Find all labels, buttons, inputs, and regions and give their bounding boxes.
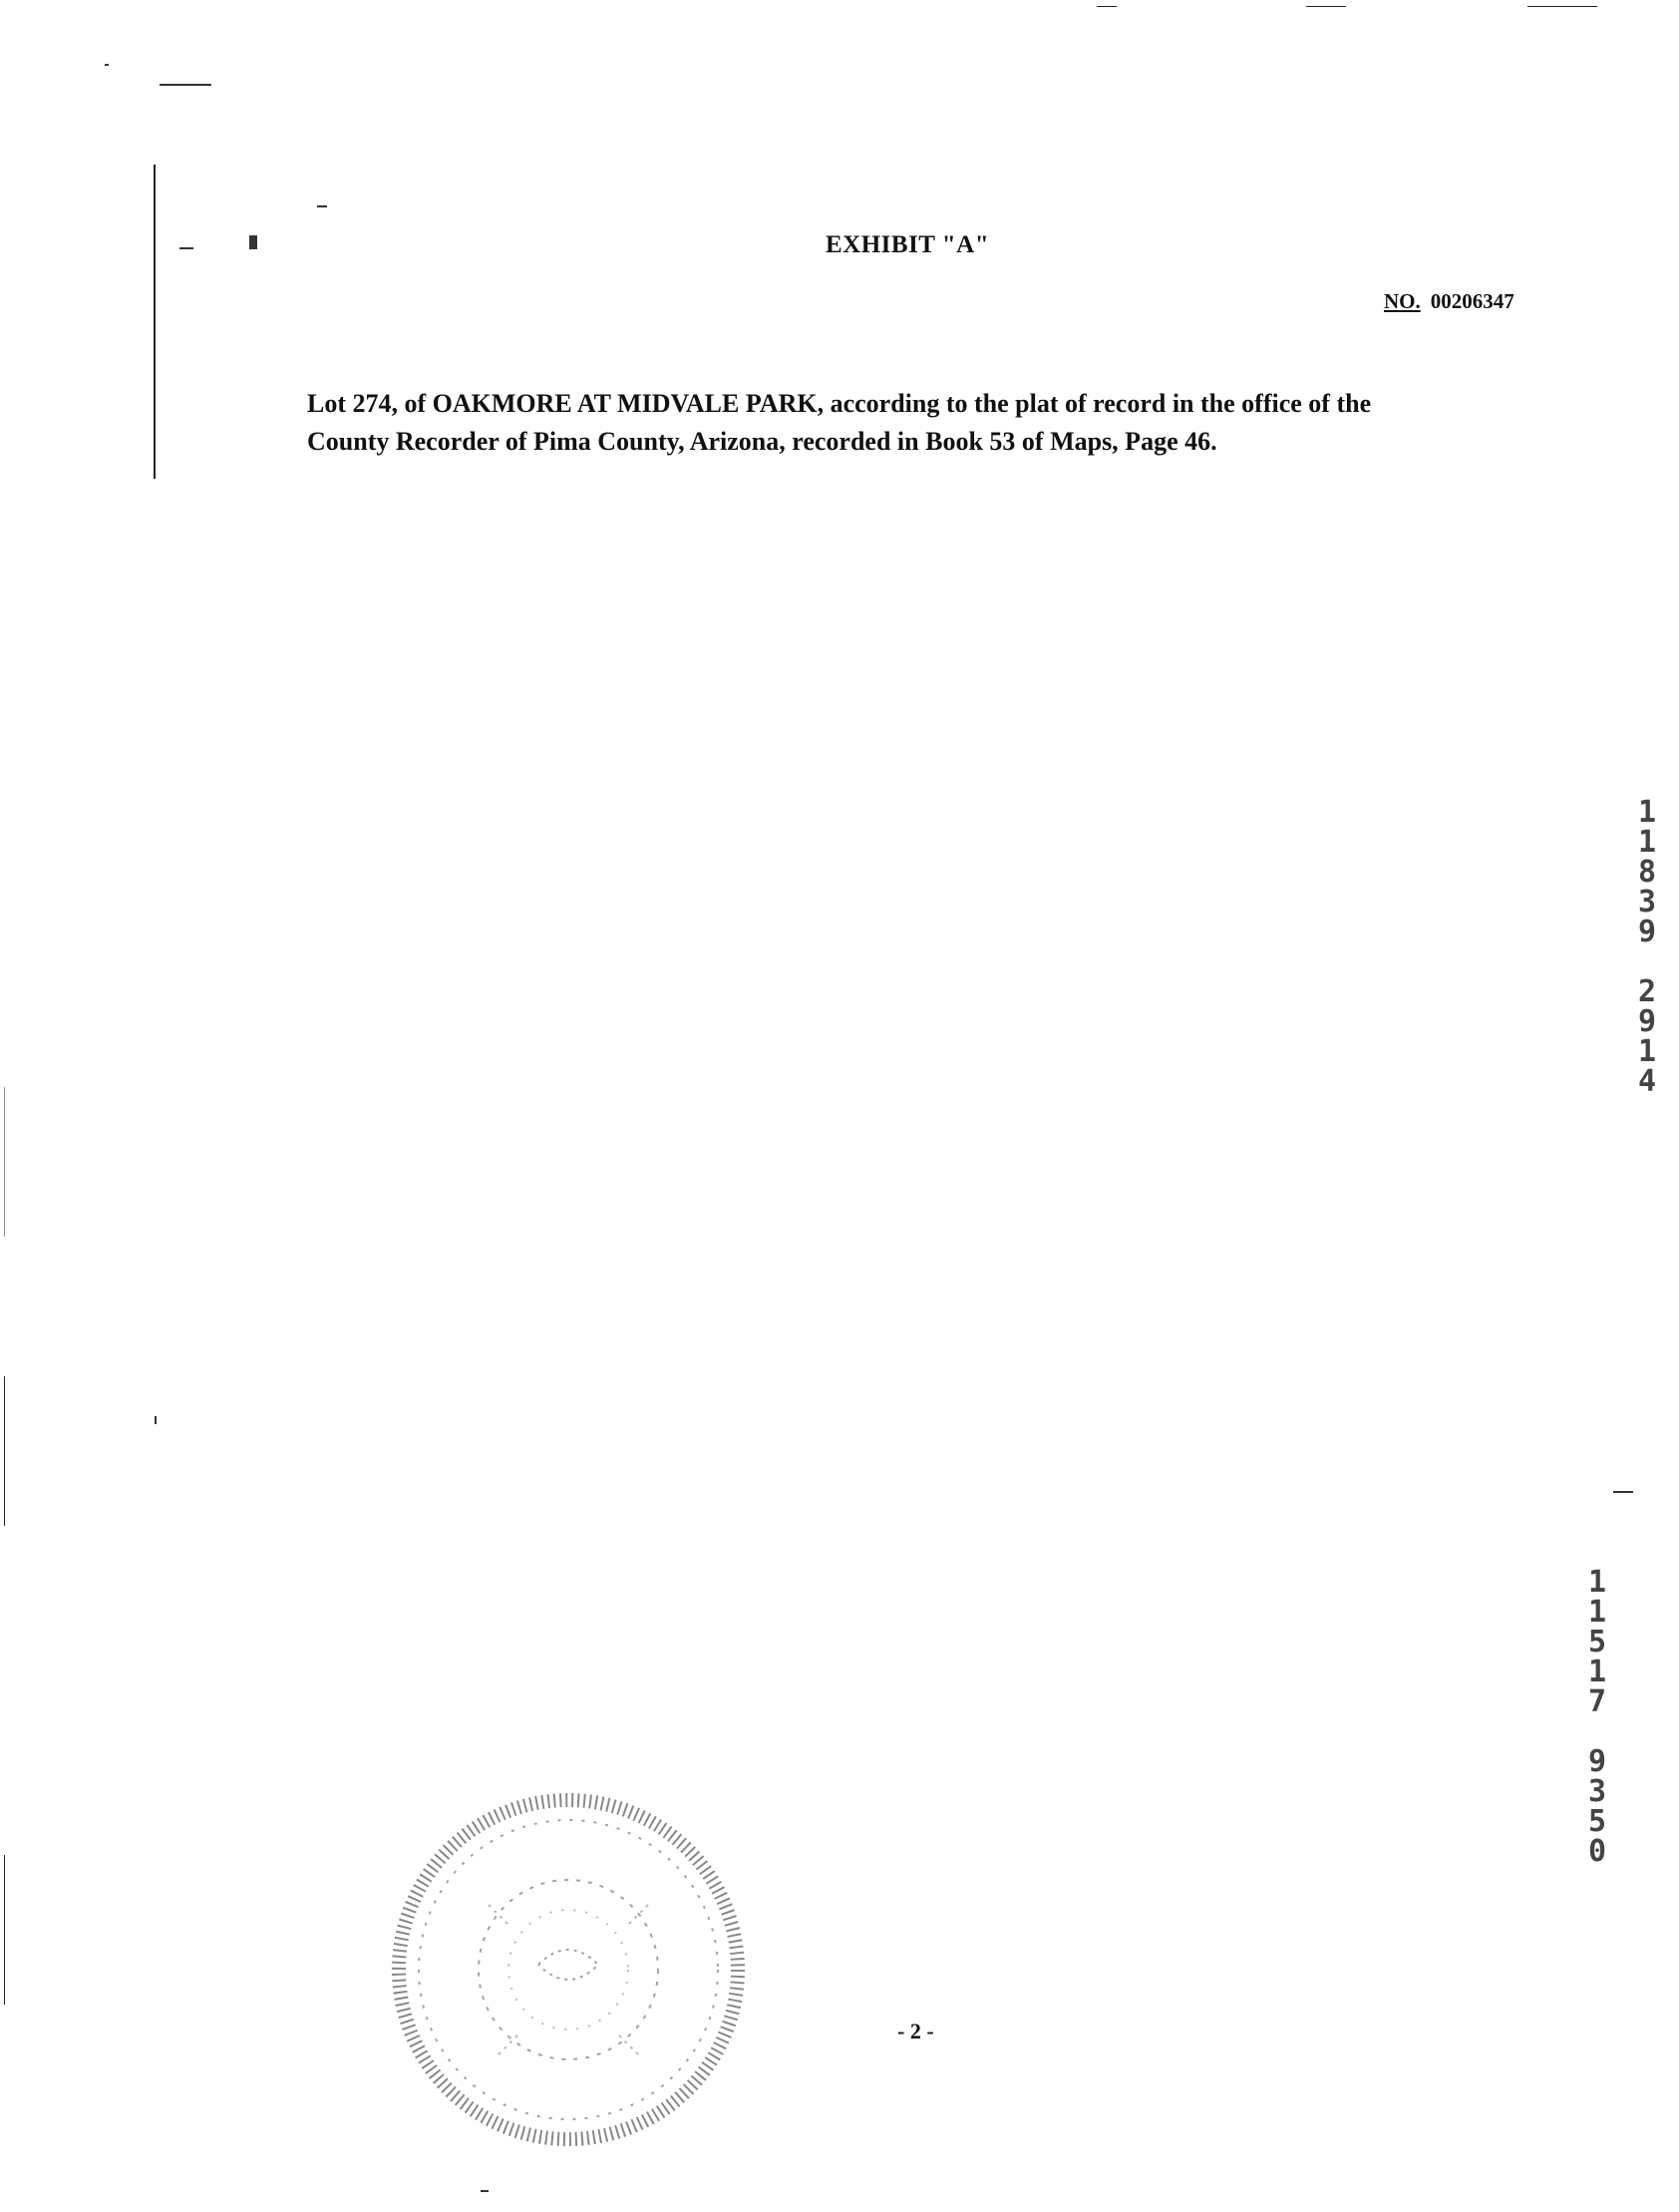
stamp-digit: 0 bbox=[1587, 1834, 1607, 1869]
document-number bbox=[1384, 289, 1514, 314]
stamp-digit: 3 bbox=[1587, 1774, 1607, 1809]
stamp-digit: 9 bbox=[1637, 1004, 1657, 1039]
stamp-digit: 1 bbox=[1587, 1655, 1607, 1689]
top-scan-line-2 bbox=[1097, 6, 1117, 7]
stamp-digit: 7 bbox=[1587, 1684, 1607, 1719]
scan-speck bbox=[249, 235, 257, 249]
notary-seal-icon bbox=[369, 1755, 788, 2174]
stamp-digit: 1 bbox=[1587, 1565, 1607, 1600]
stamp-digit: 1 bbox=[1637, 825, 1657, 860]
recording-stamp-lower bbox=[1577, 1565, 1617, 1869]
stamp-digit: 1 bbox=[1587, 1595, 1607, 1630]
top-scan-line bbox=[1306, 6, 1346, 7]
scan-speck bbox=[1613, 1491, 1633, 1493]
scan-speck bbox=[179, 247, 193, 249]
legal-description-line: Lot 274, of OAKMORE AT MIDVALE PARK, according to the plat of record in the office of the bbox=[307, 389, 1372, 418]
legal-description-line: County Recorder of Pima County, Arizona, recorded in Book 53 of Maps, Page 46. bbox=[307, 427, 1217, 456]
stamp-digit: 9 bbox=[1587, 1744, 1607, 1779]
scan-speck bbox=[160, 84, 211, 86]
stamp-digit: 1 bbox=[1637, 795, 1657, 830]
legal-description bbox=[307, 385, 1573, 461]
scan-speck bbox=[317, 205, 327, 207]
stamp-gap bbox=[1577, 1717, 1617, 1747]
top-right-scan-line bbox=[1527, 6, 1597, 7]
stamp-digit: 5 bbox=[1587, 1625, 1607, 1659]
left-margin-scan-line bbox=[154, 165, 156, 479]
scan-speck bbox=[105, 64, 109, 66]
stamp-digit: 1 bbox=[1637, 1034, 1657, 1069]
scan-speck bbox=[481, 2190, 489, 2192]
stamp-digit: 4 bbox=[1637, 1064, 1657, 1099]
stamp-digit: 5 bbox=[1587, 1804, 1607, 1839]
left-edge-scan-line-2 bbox=[4, 1855, 5, 2005]
page-number: - 2 - bbox=[897, 2019, 934, 2043]
stamp-digit: 2 bbox=[1637, 974, 1657, 1009]
stamp-gap bbox=[1627, 947, 1667, 977]
scan-speck bbox=[155, 1416, 157, 1424]
document-number-label: NO. bbox=[1384, 289, 1421, 313]
recording-stamp-upper bbox=[1627, 795, 1667, 1099]
stamp-digit: 8 bbox=[1637, 855, 1657, 890]
exhibit-title: EXHIBIT "A" bbox=[826, 231, 990, 258]
stamp-digit: 3 bbox=[1637, 885, 1657, 920]
left-edge-scan-line-3 bbox=[4, 1087, 5, 1237]
document-number-value: 00206347 bbox=[1430, 289, 1514, 313]
left-edge-scan-line bbox=[4, 1376, 5, 1526]
stamp-digit: 9 bbox=[1637, 915, 1657, 949]
